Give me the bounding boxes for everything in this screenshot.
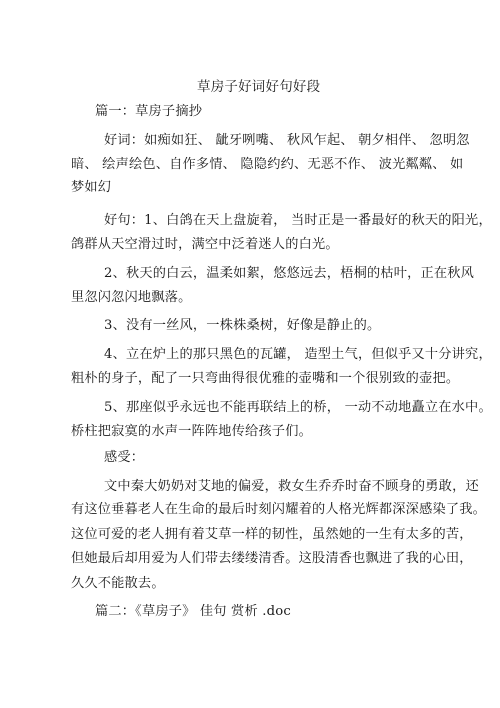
good-sentence-line: 里忽闪忽闪地飘落。 (71, 290, 192, 305)
section2-heading: 篇二：《草房子》 佳句 赏析 .doc (95, 604, 291, 619)
feeling-line: 文中秦大奶奶对艾地的偏爱，救女生乔乔时奋不顾身的勇敢，还 (104, 479, 479, 494)
feeling-line: 有这位垂暮老人在生命的最后时刻闪耀着的人格光辉都深深感染了我。 (71, 502, 487, 517)
good-sentence-line: 5、那座似乎永远也不能再联结上的桥， 一动不动地矗立在水中。 (104, 400, 492, 415)
feeling-line: 但她最后却用爱为人们带去缕缕清香。这股清香也飘进了我的心田， (71, 551, 473, 566)
good-words-line: 好词：如痴如狂、 龇牙咧嘴、 秋风乍起、 朝夕相伴、 忽明忽 (104, 133, 470, 148)
good-sentence-line: 3、没有一丝风，一株株桑树，好像是静止的。 (104, 318, 381, 333)
good-sentence-line: 4、立在炉上的那只黑色的瓦罐， 造型土气，但似乎又十分讲究， (104, 347, 492, 362)
feeling-heading: 感受： (104, 450, 145, 465)
good-sentence-line: 鸽群从天空滑过时，满空中泛着迷人的白光。 (71, 237, 339, 252)
good-words-line: 暗、 绘声绘色、自作多情、 隐隐约约、无恶不作、 波光粼粼、 如 (71, 157, 464, 172)
good-sentence-line: 好句：1、白鸽在天上盘旋着， 当时正是一番最好的秋天的阳光， (104, 213, 492, 228)
good-words-line: 梦如幻 (71, 180, 112, 195)
section1-heading: 篇一：草房子摘抄 (95, 104, 203, 119)
good-sentence-line: 桥柱把寂寞的水声一阵阵地传给孩子们。 (71, 424, 312, 439)
document-title: 草房子好词好句好段 (197, 79, 321, 95)
good-sentence-line: 粗朴的身子，配了一只弯曲得很优雅的壶嘴和一个很别致的壶把。 (71, 371, 460, 386)
feeling-line: 这位可爱的老人拥有着艾草一样的韧性，虽然她的一生有太多的苦， (71, 527, 473, 542)
feeling-line: 久久不能散去。 (71, 576, 165, 591)
good-sentence-line: 2、秋天的白云，温柔如絮，悠悠远去，梧桐的枯叶，正在秋风 (104, 266, 475, 281)
